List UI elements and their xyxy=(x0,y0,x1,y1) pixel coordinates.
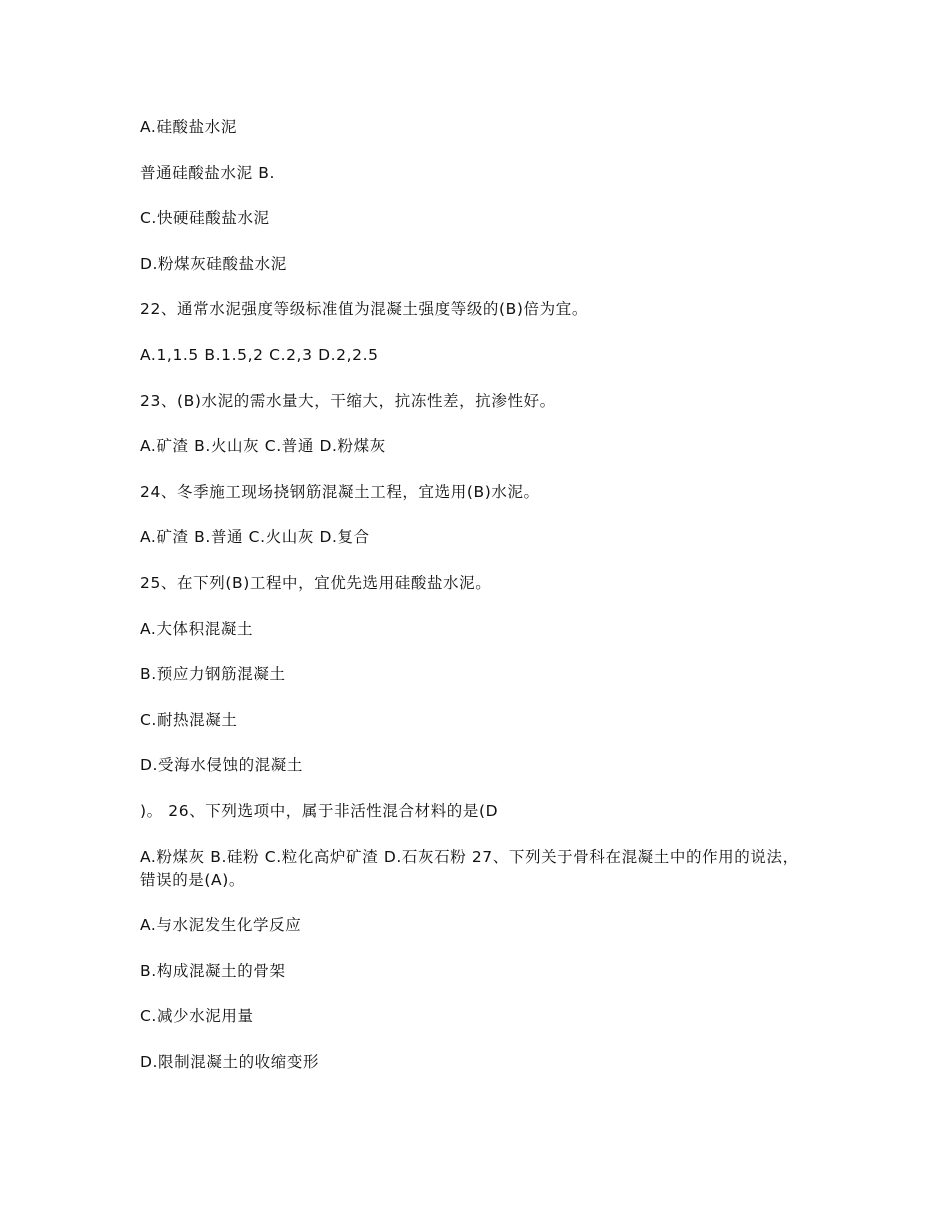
question-line: 24、冬季施工现场挠钢筋混凝土工程，宜选用(B)水泥。 xyxy=(140,482,540,501)
question-line: 25、在下列(B)工程中，宜优先选用硅酸盐水泥。 xyxy=(140,573,492,592)
option-line: A.硅酸盐水泥 xyxy=(140,118,237,136)
option-line: A.与水泥发生化学反应 xyxy=(140,916,302,935)
option-line: C.快硬硅酸盐水泥 xyxy=(140,209,270,228)
option-line: C.耐热混凝土 xyxy=(140,710,238,729)
option-line: A.矿渣 B.普通 C.火山灰 D.复合 xyxy=(140,528,370,547)
option-line: D.受海水侵蚀的混凝土 xyxy=(140,756,303,775)
question-line: A.粉煤灰 B.硅粉 C.粒化高炉矿渣 D.石灰石粉 27、下列关于骨科在混凝土中的作用的说法，错误的是(A)。 xyxy=(140,847,799,889)
document-body xyxy=(140,116,805,1096)
option-line: B.构成混凝土的骨架 xyxy=(140,961,286,980)
question-line: 23、(B)水泥的需水量大，干缩大，抗冻性差，抗渗性好。 xyxy=(140,391,556,410)
option-line: B.预应力钢筋混凝土 xyxy=(140,665,286,684)
question-line: 22、通常水泥强度等级标准值为混凝土强度等级的(B)倍为宜。 xyxy=(140,300,588,319)
option-line: C.减少水泥用量 xyxy=(140,1007,254,1026)
option-line: 普通硅酸盐水泥 B. xyxy=(140,163,275,182)
option-line: A.矿渣 B.火山灰 C.普通 D.粉煤灰 xyxy=(140,437,386,456)
option-line: D.粉煤灰硅酸盐水泥 xyxy=(140,254,287,273)
option-line: D.限制混凝土的收缩变形 xyxy=(140,1052,320,1071)
option-line: A.1,1.5 B.1.5,2 C.2,3 D.2,2.5 xyxy=(140,345,379,364)
option-line: A.大体积混凝土 xyxy=(140,619,254,638)
question-line: )。 26、下列选项中，属于非活性混合材料的是(D xyxy=(140,801,499,820)
